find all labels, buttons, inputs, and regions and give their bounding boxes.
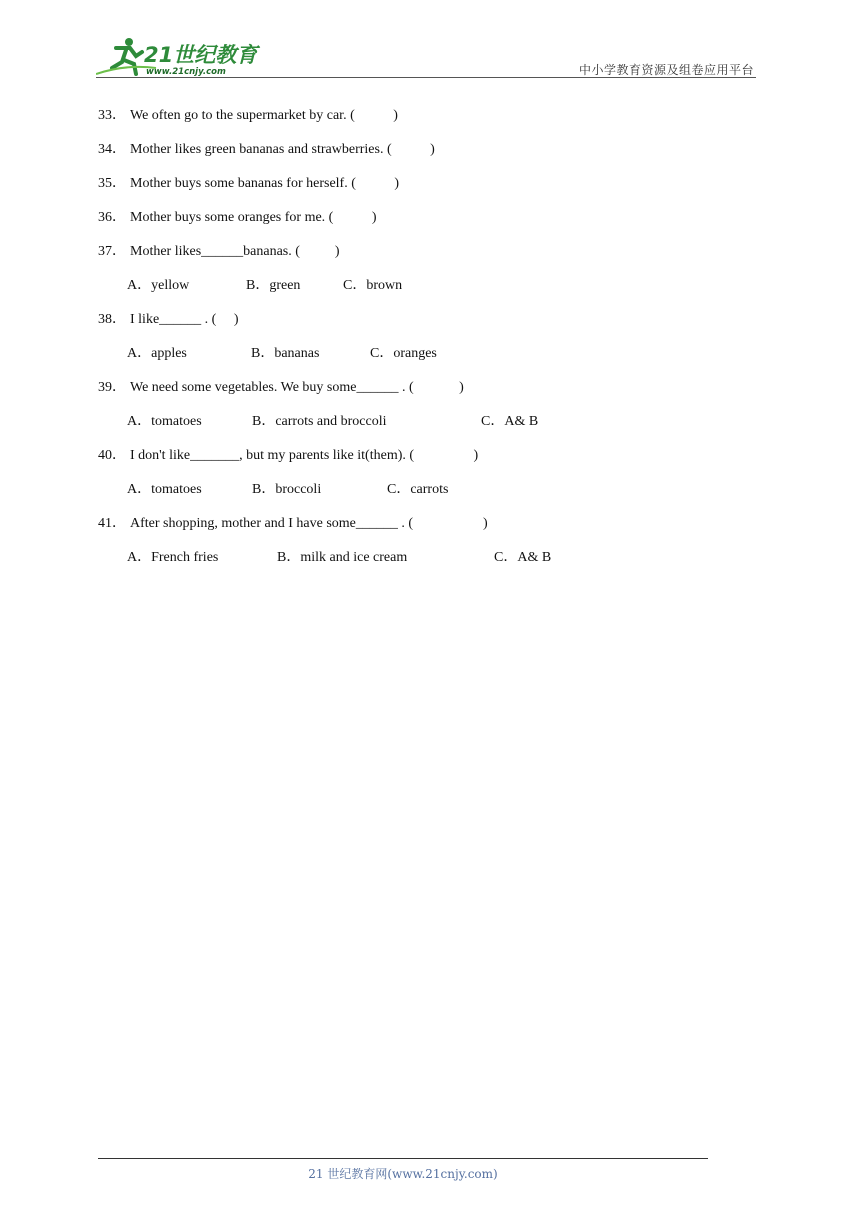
site-logo: [96, 34, 266, 76]
question-text: I don't like_______, but my parents like it(them). ( ): [130, 448, 479, 463]
options-39: [98, 411, 758, 445]
option-a: A．apples: [127, 346, 187, 361]
question-number: 35．: [98, 176, 126, 191]
question-34: [98, 139, 758, 173]
option-a: A．tomatoes: [127, 482, 202, 497]
options-40: [98, 479, 758, 513]
question-number: 39．: [98, 380, 126, 395]
option-c: C．brown: [343, 278, 403, 293]
question-text: Mother likes green bananas and strawberries. ( ): [130, 142, 435, 157]
option-c: C．A& B: [494, 550, 552, 565]
question-number: 36．: [98, 210, 126, 225]
option-b: B．carrots and broccoli: [252, 414, 387, 429]
options-41: [98, 547, 758, 581]
question-text: Mother likes______bananas. ( ): [130, 244, 340, 259]
question-list: [98, 105, 758, 581]
options-38: [98, 343, 758, 377]
question-number: 41．: [98, 516, 126, 531]
question-35: [98, 173, 758, 207]
question-36: [98, 207, 758, 241]
option-a: A．French fries: [127, 550, 219, 565]
question-33: [98, 105, 758, 139]
footer-divider: [98, 1158, 708, 1159]
option-c: C．carrots: [387, 482, 449, 497]
option-b: B．broccoli: [252, 482, 322, 497]
question-number: 38．: [98, 312, 126, 327]
logo-url: www.21cnjy.com: [146, 67, 226, 76]
page-footer: [98, 1158, 708, 1182]
logo-wordmark: 21世纪教育: [144, 43, 258, 67]
option-c: C．A& B: [481, 414, 539, 429]
question-40: [98, 445, 758, 479]
question-number: 34．: [98, 142, 126, 157]
question-text: After shopping, mother and I have some______ . ( ): [130, 516, 488, 531]
option-b: B．green: [246, 278, 301, 293]
question-number: 37．: [98, 244, 126, 259]
question-text: I like______ . ( ): [130, 312, 239, 327]
option-b: B．bananas: [251, 346, 320, 361]
header-divider: [96, 77, 756, 78]
question-text: We often go to the supermarket by car. ( ): [130, 108, 398, 123]
question-number: 33．: [98, 108, 126, 123]
question-39: [98, 377, 758, 411]
option-b: B．milk and ice cream: [277, 550, 408, 565]
question-38: [98, 309, 758, 343]
option-a: A．tomatoes: [127, 414, 202, 429]
header-platform-text: 中小学教育资源及组卷应用平台: [578, 63, 754, 77]
question-37: [98, 241, 758, 275]
option-c: C．oranges: [370, 346, 437, 361]
footer-site-text: 21 世纪教育网(www.21cnjy.com): [308, 1167, 498, 1181]
option-a: A．yellow: [127, 278, 190, 293]
question-text: Mother buys some oranges for me. ( ): [130, 210, 377, 225]
question-41: [98, 513, 758, 547]
page-header: [96, 30, 756, 78]
question-text: Mother buys some bananas for herself. ( ): [130, 176, 400, 191]
question-number: 40．: [98, 448, 126, 463]
options-37: [98, 275, 758, 309]
question-text: We need some vegetables. We buy some______ . ( ): [130, 380, 464, 395]
